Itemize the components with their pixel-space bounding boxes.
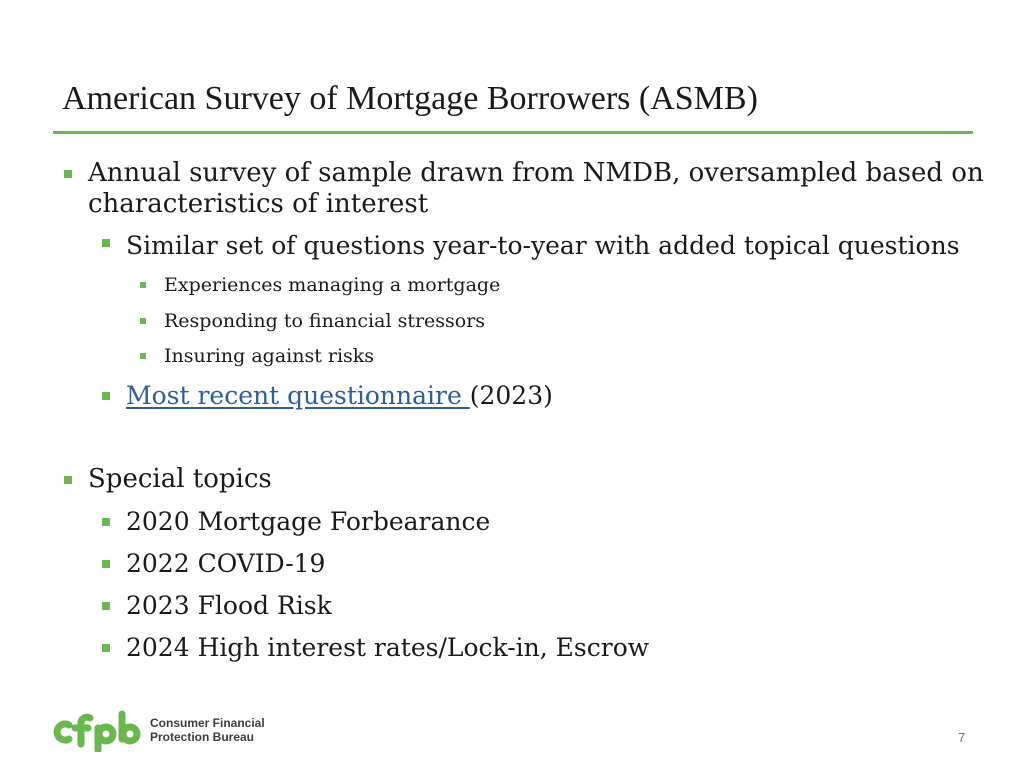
cfpb-logo-icon — [52, 708, 142, 752]
slide-title: American Survey of Mortgage Borrowers (ASMB) — [62, 80, 758, 117]
sub-bullet-marker — [102, 239, 110, 247]
questionnaire-line — [126, 381, 553, 411]
sub-sub-bullet-marker — [140, 353, 146, 359]
sub-bullet-marker — [102, 392, 110, 400]
title-divider — [53, 131, 973, 134]
page-number: 7 — [958, 730, 966, 745]
sub-bullet-marker — [102, 560, 110, 568]
bullet-marker — [64, 170, 72, 178]
bullet-annual-survey-line1: Annual survey of sample drawn from NMDB, oversampled based on — [88, 158, 984, 188]
special-topic-item: 2020 Mortgage Forbearance — [126, 507, 491, 536]
questionnaire-year: (2023) — [469, 381, 553, 410]
topic-item-insuring-risks: Insuring against risks — [164, 345, 375, 367]
topic-item-financial-stressors: Responding to financial stressors — [164, 310, 486, 332]
topic-item-managing-mortgage: Experiences managing a mortgage — [164, 274, 501, 296]
special-topic-item: 2024 High interest rates/Lock-in, Escrow — [126, 633, 650, 662]
sub-bullet-marker — [102, 644, 110, 652]
sub-bullet-marker — [102, 518, 110, 526]
org-name — [150, 716, 265, 744]
sub-bullet-marker — [102, 602, 110, 610]
bullet-special-topics: Special topics — [88, 464, 272, 494]
questionnaire-link[interactable]: Most recent questionnaire — [126, 381, 470, 410]
special-topic-item: 2022 COVID-19 — [126, 549, 326, 578]
bullet-marker — [64, 476, 72, 484]
special-topic-item: 2023 Flood Risk — [126, 591, 332, 620]
org-name-line1: Consumer Financial — [150, 716, 265, 730]
org-name-line2: Protection Bureau — [150, 730, 255, 744]
sub-sub-bullet-marker — [140, 282, 146, 288]
sub-bullet-similar-questions: Similar set of questions year-to-year with added topical questions — [126, 231, 960, 260]
sub-sub-bullet-marker — [140, 318, 146, 324]
bullet-annual-survey-line2: characteristics of interest — [88, 189, 429, 219]
